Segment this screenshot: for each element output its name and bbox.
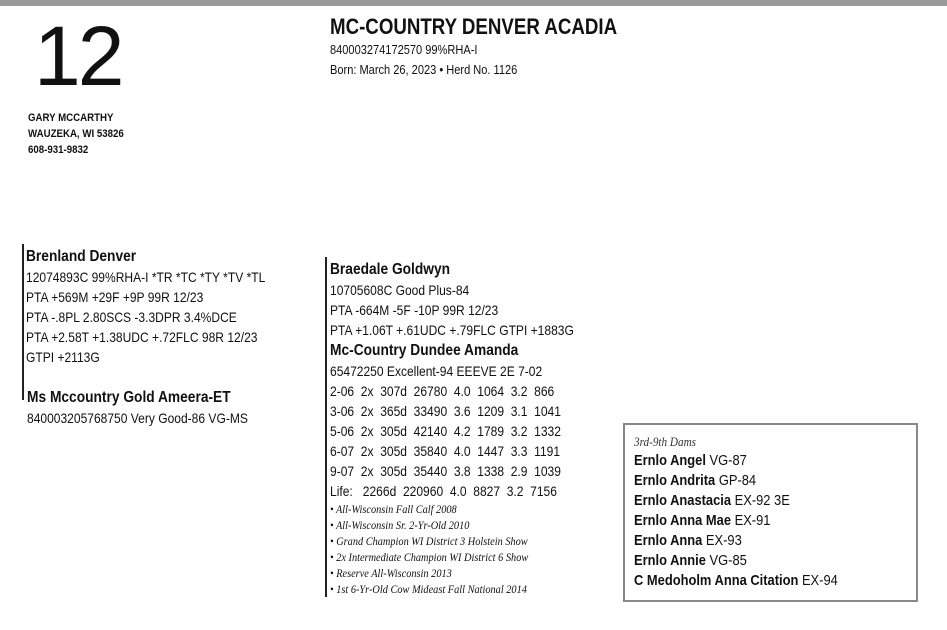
- dam-entry-score: GP-84: [718, 472, 757, 489]
- mgs-line: PTA -664M -5F -10P 99R 12/23: [330, 302, 499, 318]
- honor-item: • Reserve All-Wisconsin 2013: [330, 566, 452, 580]
- animal-born: Born: March 26, 2023 • Herd No. 1126: [330, 62, 518, 77]
- additional-dams-box: [623, 423, 918, 602]
- mgs-line: PTA +1.06T +.61UDC +.79FLC GTPI +1883G: [330, 322, 574, 338]
- top-rule: [0, 0, 947, 6]
- pedigree-bracket-sire: [22, 244, 24, 400]
- mgs-line: 10705608C Good Plus-84: [330, 282, 470, 298]
- dam-entry: [634, 531, 838, 551]
- mgs-name: Braedale Goldwyn: [330, 261, 451, 278]
- production-record: 9-07 2x 305d 35440 3.8 1338 2.9 1039: [330, 463, 561, 479]
- honor-item: • Grand Champion WI District 3 Holstein Show: [330, 534, 528, 548]
- production-record: 6-07 2x 305d 35840 4.0 1447 3.3 1191: [330, 443, 561, 459]
- granddam-line: 65472250 Excellent-94 EEEVE 2E 7-02: [330, 363, 543, 379]
- animal-id: 840003274172570 99%RHA-I: [330, 42, 478, 57]
- dam-line: 840003205768750 Very Good-86 VG-MS: [27, 410, 248, 426]
- dam-entry-score: EX-92 3E: [734, 492, 790, 509]
- owner-info: [28, 110, 124, 158]
- dam-name: Ms Mccountry Gold Ameera-ET: [27, 389, 231, 406]
- honor-item: • 2x Intermediate Champion WI District 6 Show: [330, 550, 529, 564]
- owner-city: WAUZEKA, WI 53826: [28, 128, 124, 140]
- dam-entry: [634, 491, 838, 511]
- dam-entry-score: EX-93: [705, 532, 742, 549]
- maternal-grandsire-block: [330, 259, 574, 597]
- owner-phone: 608-931-9832: [28, 144, 89, 156]
- dam-entry-name: Ernlo Annie: [634, 552, 706, 569]
- dam-entry-name: Ernlo Angel: [634, 452, 706, 469]
- granddam-name: Mc-Country Dundee Amanda: [330, 342, 519, 359]
- dam-entry-name: Ernlo Anna Mae: [634, 512, 732, 529]
- sire-line: PTA -.8PL 2.80SCS -3.3DPR 3.4%DCE: [26, 309, 237, 325]
- sire-name: Brenland Denver: [26, 248, 137, 265]
- animal-header: [330, 14, 617, 80]
- dam-entry: [634, 511, 838, 531]
- dam-block: [27, 387, 248, 428]
- lifetime-record: Life: 2266d 220960 4.0 8827 3.2 7156: [330, 483, 557, 499]
- dam-entry-name: Ernlo Anastacia: [634, 492, 732, 509]
- sire-line: GTPI +2113G: [26, 349, 100, 365]
- dam-entry: [634, 551, 838, 571]
- dam-entry-score: VG-85: [709, 552, 747, 569]
- dam-entry: [634, 471, 838, 491]
- dam-entry: [634, 571, 838, 591]
- honor-item: • All-Wisconsin Sr. 2-Yr-Old 2010: [330, 518, 470, 532]
- pedigree-bracket-dam: [325, 257, 327, 597]
- sire-line: PTA +2.58T +1.38UDC +.72FLC 98R 12/23: [26, 329, 258, 345]
- production-record: 3-06 2x 365d 33490 3.6 1209 3.1 1041: [330, 403, 561, 419]
- animal-name: MC-COUNTRY DENVER ACADIA: [330, 14, 618, 39]
- lot-number: 12: [34, 9, 122, 103]
- dam-entry-name: Ernlo Anna: [634, 532, 703, 549]
- sire-block: [26, 246, 265, 367]
- dam-entry-score: EX-94: [801, 572, 838, 589]
- owner-name: GARY MCCARTHY: [28, 112, 114, 124]
- dams-box-title: 3rd-9th Dams: [634, 434, 697, 449]
- dam-entry-score: EX-91: [734, 512, 771, 529]
- dam-entry-score: VG-87: [709, 452, 747, 469]
- dam-entry-name: C Medoholm Anna Citation: [634, 572, 799, 589]
- dam-entry-name: Ernlo Andrita: [634, 472, 716, 489]
- sire-line: PTA +569M +29F +9P 99R 12/23: [26, 289, 204, 305]
- honor-item: • All-Wisconsin Fall Calf 2008: [330, 502, 457, 516]
- sire-line: 12074893C 99%RHA-I *TR *TC *TY *TV *TL: [26, 269, 266, 285]
- production-record: 2-06 2x 307d 26780 4.0 1064 3.2 866: [330, 383, 555, 399]
- dam-entry: [634, 451, 838, 471]
- honor-item: • 1st 6-Yr-Old Cow Mideast Fall National 2014: [330, 582, 527, 596]
- production-record: 5-06 2x 305d 42140 4.2 1789 3.2 1332: [330, 423, 561, 439]
